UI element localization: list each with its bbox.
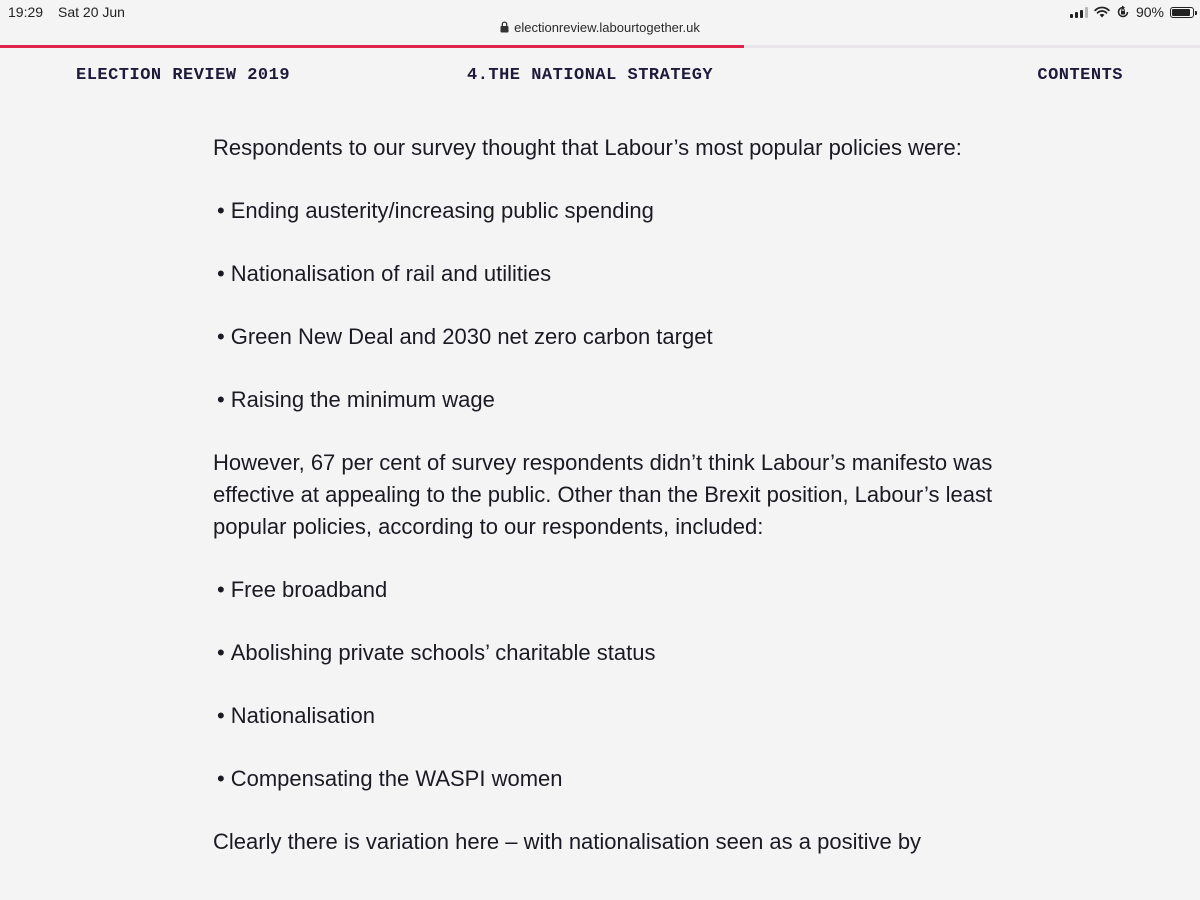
- status-time: 19:29: [8, 4, 44, 20]
- status-indicators: [1070, 4, 1194, 20]
- battery-percent: 90%: [1135, 4, 1164, 20]
- contents-link[interactable]: CONTENTS: [1037, 66, 1123, 85]
- list-item: • Nationalisation of rail and utilities: [217, 261, 552, 286]
- article-body: [213, 132, 993, 858]
- status-date: Sat 20 Jun: [58, 4, 125, 20]
- site-header: [0, 50, 1200, 102]
- list-item: • Free broadband: [217, 577, 388, 602]
- list-item: • Raising the minimum wage: [217, 387, 495, 412]
- list-item: • Abolishing private schools’ charitable status: [217, 640, 656, 665]
- popular-policies-list: [213, 195, 993, 416]
- wifi-icon: [1094, 6, 1110, 18]
- page-load-progress: [0, 45, 1200, 48]
- url-text: electionreview.labourtogether.uk: [514, 20, 700, 35]
- closing-paragraph: Clearly there is variation here – with nationalisation seen as a positive by: [213, 829, 922, 854]
- battery-icon: [1170, 7, 1194, 18]
- site-title-link[interactable]: ELECTION REVIEW 2019: [76, 66, 291, 85]
- lock-icon: [500, 21, 509, 33]
- list-item: • Nationalisation: [217, 703, 376, 728]
- list-item: • Compensating the WASPI women: [217, 766, 563, 791]
- list-item: • Green New Deal and 2030 net zero carbon target: [217, 324, 713, 349]
- progress-fill: [0, 45, 744, 48]
- however-paragraph: However, 67 per cent of survey respondents didn’t think Labour’s manifesto was effective at appealing to the public. Other than the Brexit position, Labour’s least popular policies, according to our respondents, included:: [213, 450, 993, 539]
- unpopular-policies-list: [213, 574, 993, 795]
- cellular-signal-icon: [1070, 7, 1088, 18]
- battery-level: [1172, 9, 1190, 16]
- intro-paragraph: Respondents to our survey thought that Labour’s most popular policies were:: [213, 135, 962, 160]
- list-item: • Ending austerity/increasing public spending: [217, 198, 654, 223]
- orientation-lock-icon: [1116, 5, 1130, 19]
- chapter-title: 4.THE NATIONAL STRATEGY: [467, 66, 714, 85]
- address-bar[interactable]: [0, 20, 1200, 44]
